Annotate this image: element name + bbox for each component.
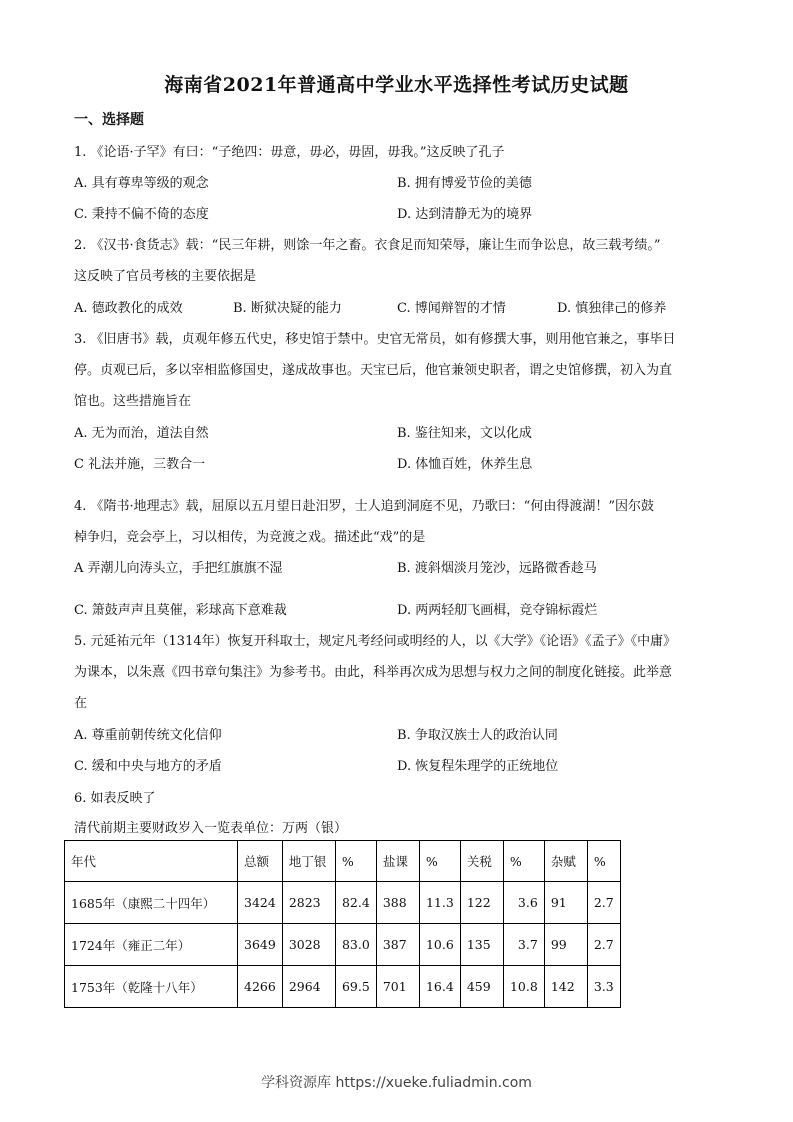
table-cell: 3424 — [238, 882, 283, 924]
table-cell: 1753年（乾隆十八年） — [65, 966, 238, 1008]
table-cell: 10.6 — [419, 924, 460, 966]
question-3-stem-line2: 停。贞观已后，多以宰相监修国史，遂成故事也。天宝已后，他官兼领史职者，谓之史馆修撰，初入为直 — [74, 363, 673, 378]
header-cell: % — [503, 841, 544, 882]
table-cell: 10.8 — [503, 966, 544, 1008]
table-cell: 16.4 — [419, 966, 460, 1008]
table-cell: 2964 — [282, 966, 335, 1008]
table-cell: 82.4 — [335, 882, 376, 924]
table-cell: 387 — [376, 924, 419, 966]
question-1-option-b: B. 拥有博爱节俭的美德 — [397, 176, 532, 191]
table-row — [65, 882, 621, 924]
table-cell: 4266 — [238, 966, 283, 1008]
question-2-option-b: B. 断狱决疑的能力 — [233, 301, 342, 316]
question-1-option-a: A. 具有尊卑等级的观念 — [74, 176, 209, 191]
revenue-table — [64, 840, 621, 1008]
header-cell: % — [419, 841, 460, 882]
table-cell: 1685年（康熙二十四年） — [65, 882, 238, 924]
table-cell: 91 — [544, 882, 587, 924]
header-cell: 关税 — [460, 841, 503, 882]
table-cell: 142 — [544, 966, 587, 1008]
table-cell: 701 — [376, 966, 419, 1008]
table-cell: 1724年（雍正二年） — [65, 924, 238, 966]
table-cell: 3.7 — [503, 924, 544, 966]
question-1-stem: 1. 《论语·子罕》有曰：“子绝四：毋意，毋必，毋固，毋我。”这反映了孔子 — [74, 145, 505, 160]
table-header-row — [65, 841, 621, 882]
table-cell: 83.0 — [335, 924, 376, 966]
table-cell: 2.7 — [587, 882, 620, 924]
table-cell: 11.3 — [419, 882, 460, 924]
question-1-option-c: C. 秉持不偏不倚的态度 — [74, 207, 209, 222]
table-cell: 2.7 — [587, 924, 620, 966]
table-cell: 3.6 — [503, 882, 544, 924]
question-5-stem-line3: 在 — [74, 696, 88, 711]
question-3-stem-line1: 3. 《旧唐书》载，贞观年修五代史，移史馆于禁中。史官无常员，如有修撰大事，则用他官兼之，事毕日 — [74, 332, 676, 347]
question-5-option-b: B. 争取汉族士人的政治认同 — [397, 728, 558, 743]
table-cell: 459 — [460, 966, 503, 1008]
question-5-option-c: C. 缓和中央与地方的矛盾 — [74, 759, 222, 774]
question-6-stem: 6. 如表反映了 — [74, 791, 156, 806]
question-4-option-b: B. 渡斜烟淡月笼沙，远路微香趁马 — [397, 561, 597, 576]
question-3-option-b: B. 鉴往知来，文以化成 — [397, 426, 532, 441]
table-cell: 3.3 — [587, 966, 620, 1008]
question-5-stem-line1: 5. 元延祐元年（1314年）恢复开科取士，规定凡考经问或明经的人，以《大学》《论语》《孟子》《中庸》 — [74, 634, 677, 649]
table-cell: 135 — [460, 924, 503, 966]
question-2-option-a: A. 德政教化的成效 — [74, 301, 183, 316]
table-row — [65, 966, 621, 1008]
table-cell: 388 — [376, 882, 419, 924]
question-5-option-a: A. 尊重前朝传统文化信仰 — [74, 728, 222, 743]
question-2-option-d: D. 慎独律己的修养 — [557, 301, 667, 316]
question-4-option-a: A 弄潮儿向涛头立，手把红旗旗不湿 — [74, 561, 283, 576]
table-cell: 69.5 — [335, 966, 376, 1008]
question-2-stem-line1: 2. 《汉书·食货志》载：“民三年耕，则馀一年之畜。衣食足而知荣辱，廉让生而争讼息，故三载考绩。” — [74, 238, 661, 253]
question-4-option-d: D. 两两轻舠飞画楫，竞夺锦标霞烂 — [397, 603, 598, 618]
section-heading: 一、选择题 — [74, 112, 144, 128]
header-cell: % — [335, 841, 376, 882]
table-cell: 3649 — [238, 924, 283, 966]
question-5-stem-line2: 为课本，以朱熹《四书章句集注》为参考书。由此，科举再次成为思想与权力之间的制度化链接。此举意 — [74, 665, 673, 680]
question-5-option-d: D. 恢复程朱理学的正统地位 — [397, 759, 559, 774]
table-cell: 122 — [460, 882, 503, 924]
header-cell: 杂赋 — [544, 841, 587, 882]
header-cell: 盐课 — [376, 841, 419, 882]
question-3-stem-line3: 馆也。这些措施旨在 — [74, 394, 192, 409]
question-4-option-c: C. 箫鼓声声且莫催，彩球高下意难裁 — [74, 603, 287, 618]
table-caption: 清代前期主要财政岁入一览表单位：万两（银） — [74, 821, 348, 836]
table-cell: 99 — [544, 924, 587, 966]
question-4-stem-line1: 4. 《隋书·地理志》载，屈原以五月望日赴汨罗，士人追到洞庭不见，乃歌曰：“何由得渡湖！”因尔鼓 — [74, 499, 654, 514]
question-2-stem-line2: 这反映了官员考核的主要依据是 — [74, 269, 257, 284]
table-cell: 3028 — [282, 924, 335, 966]
header-cell: 总额 — [238, 841, 283, 882]
question-4-stem-line2: 棹争归，竞会亭上，习以相传，为竞渡之戏。描述此“戏”的是 — [74, 530, 426, 545]
header-cell: % — [587, 841, 620, 882]
footer-watermark: 学科资源库 https://xueke.fuliadmin.com — [261, 1075, 532, 1091]
header-cell: 地丁银 — [282, 841, 335, 882]
question-3-option-a: A. 无为而治，道法自然 — [74, 426, 209, 441]
question-1-option-d: D. 达到清静无为的境界 — [397, 207, 533, 222]
table-cell: 2823 — [282, 882, 335, 924]
table-row — [65, 924, 621, 966]
header-cell: 年代 — [65, 841, 238, 882]
question-3-option-d: D. 体恤百姓，休养生息 — [397, 457, 533, 472]
question-3-option-c: C 礼法并施，三教合一 — [74, 457, 206, 472]
page-title: 海南省2021年普通高中学业水平选择性考试历史试题 — [164, 74, 629, 96]
question-2-option-c: C. 博闻辩智的才情 — [397, 301, 506, 316]
